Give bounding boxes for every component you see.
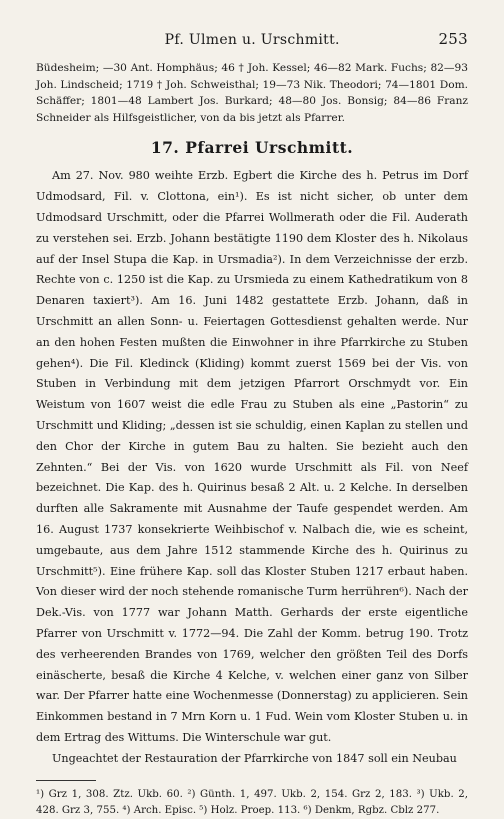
footnote-block: ¹) Grz 1, 308. Ztz. Ukb. 60. ²) Günth. 1, 497. Ukb. 2, 154. Grz 2, 183. ³) Ukb. 2, 428. Grz 3, 755. ⁴) Arch. Episc. ⁵) Holz. Proep. 113. ⁶) Denkm, Rgbz. Cblz 277.: [36, 789, 468, 817]
page-number: 253: [438, 30, 468, 48]
body-paragraph-2: Ungeachtet der Restauration der Pfarrkirche von 1847 soll ein Neubau: [52, 751, 457, 765]
page-header: [36, 30, 468, 48]
section-title: 17. Pfarrei Urschmitt.: [150, 138, 354, 158]
running-title: Pf. Ulmen u. Urschmitt.: [164, 32, 340, 48]
footnotes: [36, 787, 468, 819]
body-paragraph-1: Am 27. Nov. 980 weihte Erzb. Egbert die Kirche des h. Petrus im Dorf Udmodsard, Fil. v. Clottona, ein¹). Es ist nicht sicher, ob unter dem Udmodsard Urschmitt, oder die Pfarrei Wollmerath oder die Fil. Auderath zu verstehen sei. Erzb. Johann bestätigte 1190 dem Kloster des h. Nikolaus auf der Insel Stupa die Kap. in Ursmadia²). In dem Verzeichnisse der erzb. Rechte von c. 1250 ist die Kap. zu Ursmieda zu einem Kathedratikum von 8 Denaren taxiert³). Am 16. Juni 1482 gestattete Erzb. Johann, daß in Urschmitt an allen Sonn- u. Feiertagen Gottesdienst gehalten werde. Nur an den hohen Festen mußten die Einwohner in ihre Pfarrkirche zu Stuben gehen⁴). Die Fil. Kledinck (Kliding) kommt zuerst 1569 bei der Vis. von Stuben in Verbindung mit dem jetzigen Pfarrort Orschmydt vor. Ein Weistum von 1607 weist die edle Frau zu Stuben als eine „Pastorin“ zu Urschmitt und Kliding; „dessen ist sie schuldig, einen Kaplan zu stellen und den Chor der Kirche in gutem Bau zu halten. Sie bezieht auch den Zehnten.“ Bei der Vis. von 1620 wurde Urschmitt als Fil. von Neef bezeichnet. Die Kap. des h. Quirinus besaß 2 Alt. u. 2 Kelche. In derselben durften alle Sakramente mit Ausnahme der Taufe gespendet werden. Am 16. August 1737 konsekrierte Weihbischof v. Nalbach die, wie es scheint, umgebaute, aus dem Jahre 1512 stammende Kirche des h. Quirinus zu Urschmitt⁵). Eine frühere Kap. soll das Kloster Stuben 1217 erbaut haben. Von dieser wird der noch stehende romanische Turm herrühren⁶). Nach der Dek.-Vis. von 1777 war Johann Matth. Gerhards der erste eigentliche Pfarrer von Urschmitt v. 1772—94. Die Zahl der Komm. betrug 190. Trotz des verheerenden Brandes von 1769, welcher den größten Teil des Dorfs einäscherte, besaß die Kirche 4 Kelche, v. welchen einer ganz von Silber war. Der Pfarrer hatte eine Wochenmesse (Donnerstag) zu applicieren. Sein Einkommen bestand in 7 Mrn Korn u. 1 Fud. Wein vom Kloster Stuben u. in dem Ertrag des Wittums. Die Winterschule war gut.: [36, 169, 468, 744]
footnote-divider: [36, 780, 96, 781]
intro-text: Büdesheim; —30 Ant. Homphäus; 46 † Joh. Kessel; 46—82 Mark. Fuchs; 82—93 Joh. Lindscheid; 1719 † Joh. Schweisthal; 19—73 Nik. Theodori; 74—1801 Dom. Schäffer; 1801—48 Lambert Jos. Burkard; 48—80 Jos. Bonsig; 84—86 Franz Schneider als Hilfsgeistlicher, von da bis jetzt als Pfarrer.: [36, 62, 468, 124]
